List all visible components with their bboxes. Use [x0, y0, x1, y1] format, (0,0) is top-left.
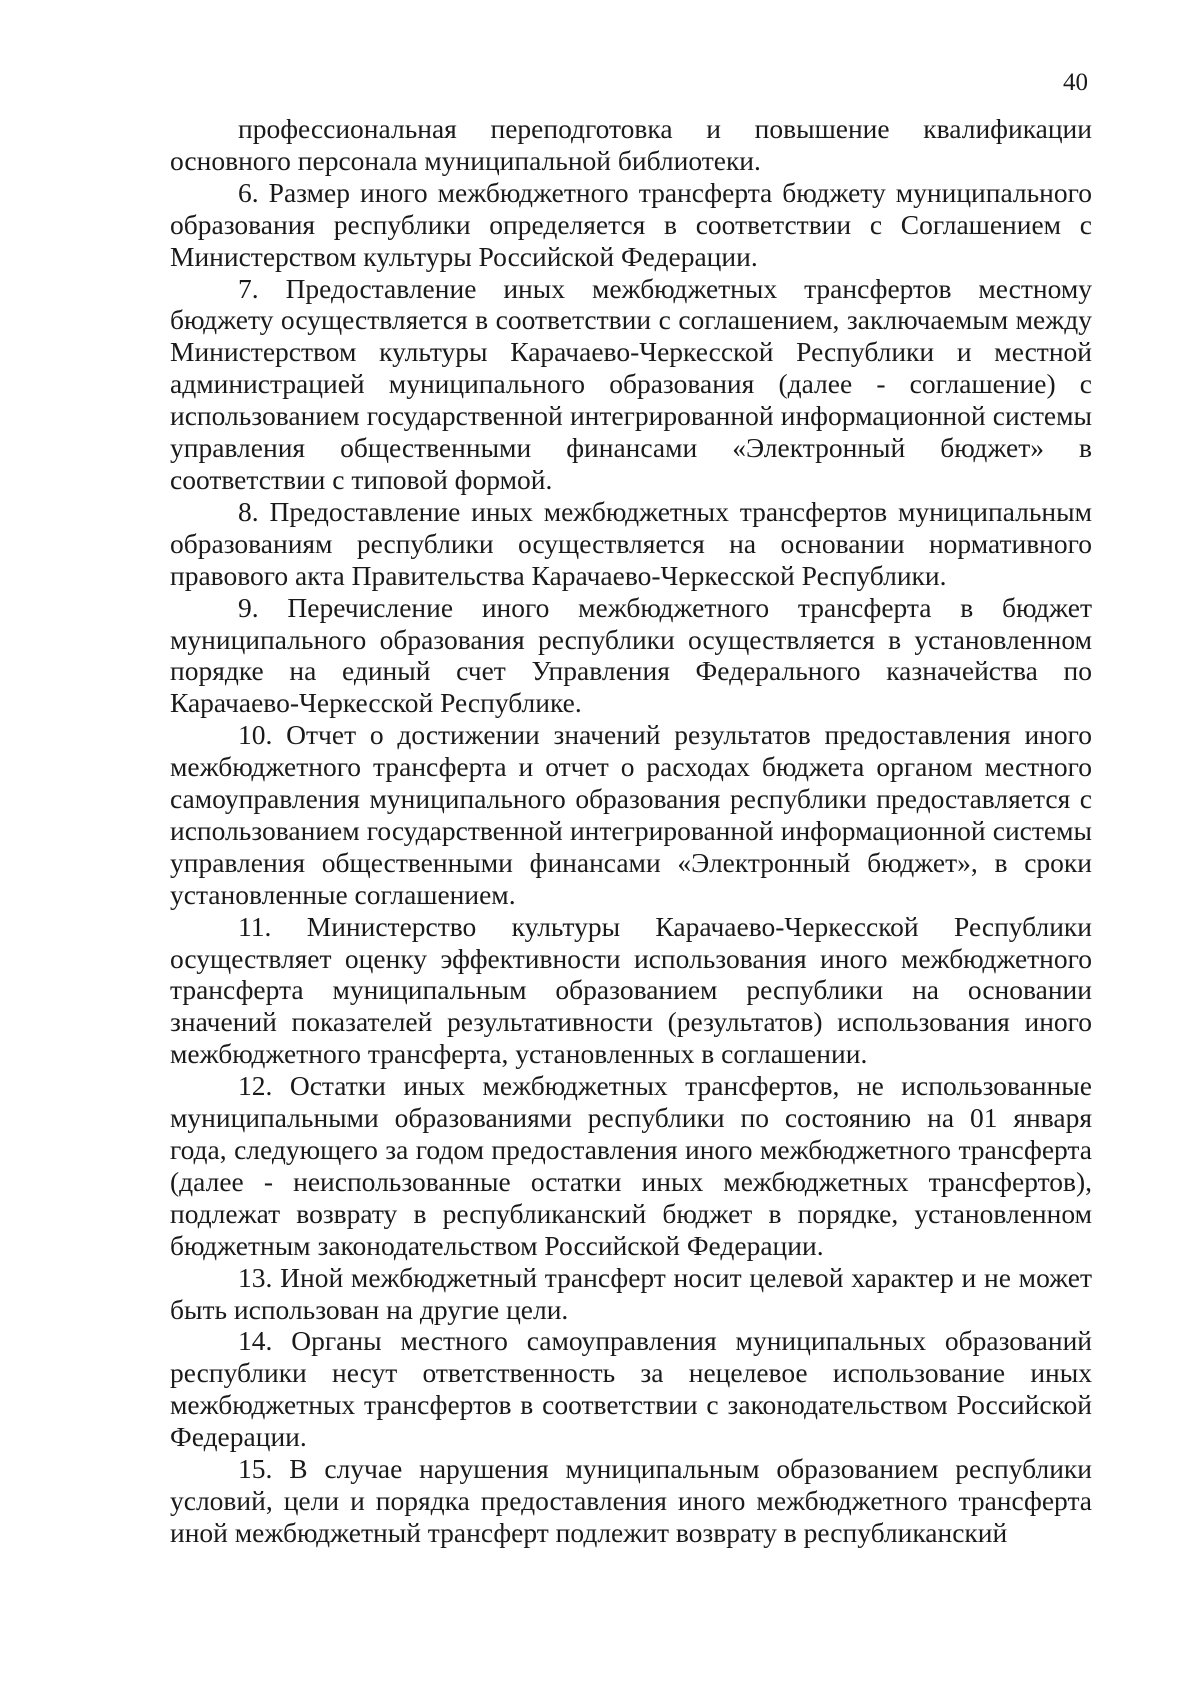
document-body: [170, 113, 1092, 1549]
paragraph-8: 8. Предоставление иных межбюджетных трансфертов муниципальным образованиям республики осуществляется на основании нормативного правового акта Правительства Карачаево-Черкесской Республики.: [170, 495, 1092, 591]
paragraph-continuation: профессиональная переподготовка и повышение квалификации основного персонала муниципальной библиотеки.: [170, 113, 1092, 176]
page-number: 40: [1063, 69, 1088, 96]
paragraph-10: 10. Отчет о достижении значений результатов предоставления иного межбюджетного трансферта и отчет о расходах бюджета органом местного самоуправления муниципального образования республики предоставляется с использованием государственной интегрированной информационной системы управления общественными финансами «Электронный бюджет», в сроки установленные соглашением.: [170, 719, 1092, 910]
paragraph-15: 15. В случае нарушения муниципальным образованием республики условий, цели и порядка предоставления иного межбюджетного трансферта иной межбюджетный трансферт подлежит возврату в республиканский: [170, 1453, 1092, 1548]
paragraph-13: 13. Иной межбюджетный трансферт носит целевой характер и не может быть использован на другие цели.: [170, 1261, 1092, 1325]
paragraph-14: 14. Органы местного самоуправления муниципальных образований республики несут ответственность за нецелевое использование иных межбюджетных трансфертов в соответствии с законодательством Российской Федерации.: [170, 1325, 1092, 1453]
paragraph-12: 12. Остатки иных межбюджетных трансфертов, не использованные муниципальными образованиями республики по состоянию на 01 января года, следующего за годом предоставления иного межбюджетного трансферта (далее - неиспользованные остатки иных межбюджетных трансфертов), подлежат возврату в республиканский бюджет в порядке, установленном бюджетным законодательством Российской Федерации.: [170, 1070, 1092, 1261]
paragraph-9: 9. Перечисление иного межбюджетного трансферта в бюджет муниципального образования республики осуществляется в установленном порядке на единый счет Управления Федерального казначейства по Карачаево-Черкесской Республике.: [170, 591, 1092, 719]
paragraph-7: 7. Предоставление иных межбюджетных трансфертов местному бюджету осуществляется в соответствии с соглашением, заключаемым между Министерством культуры Карачаево-Черкесской Республики и местной администрацией муниципального образования (далее - соглашение) с использованием государственной интегрированной информационной системы управления общественными финансами «Электронный бюджет» в соответствии с типовой формой.: [170, 272, 1092, 495]
paragraph-6: 6. Размер иного межбюджетного трансферта бюджету муниципального образования республики определяется в соответствии с Соглашением с Министерством культуры Российской Федерации.: [170, 176, 1092, 272]
paragraph-11: 11. Министерство культуры Карачаево-Черкесской Республики осуществляет оценку эффективности использования иного межбюджетного трансферта муниципальным образованием республики на основании значений показателей результативности (результатов) использования иного межбюджетного трансферта, установленных в соглашении.: [170, 910, 1092, 1070]
